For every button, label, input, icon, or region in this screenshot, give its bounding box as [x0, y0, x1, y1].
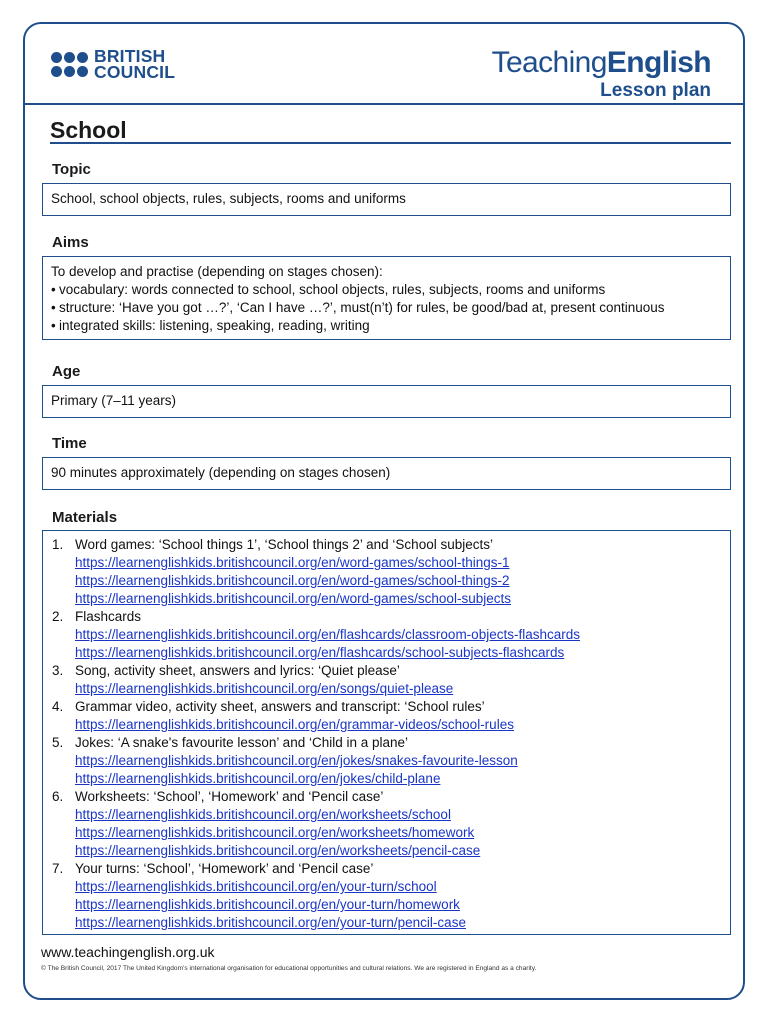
- page-header: [25, 24, 743, 105]
- materials-item-number: 5.: [52, 735, 64, 750]
- materials-link[interactable]: https://learnenglishkids.britishcouncil.org/en/jokes/snakes-favourite-lesson: [75, 753, 518, 768]
- materials-link[interactable]: https://learnenglishkids.britishcouncil.org/en/flashcards/school-subjects-flashcards: [75, 645, 565, 660]
- materials-link[interactable]: https://learnenglishkids.britishcouncil.org/en/worksheets/school: [75, 807, 451, 822]
- materials-link[interactable]: https://learnenglishkids.britishcouncil.org/en/word-games/school-things-2: [75, 573, 510, 588]
- materials-item: [52, 860, 722, 932]
- materials-item: [52, 608, 722, 662]
- materials-link[interactable]: https://learnenglishkids.britishcouncil.org/en/word-games/school-things-1: [75, 555, 510, 570]
- teaching-english-logo[interactable]: [492, 46, 711, 102]
- topic-label: Topic: [52, 161, 91, 178]
- brand-subtitle: Lesson plan: [600, 80, 711, 101]
- materials-item-number: 6.: [52, 789, 64, 804]
- materials-link[interactable]: https://learnenglishkids.britishcouncil.org/en/your-turn/homework: [75, 897, 460, 912]
- materials-item-number: 1.: [52, 537, 64, 552]
- materials-item-number: 4.: [52, 699, 64, 714]
- age-text: Primary (7–11 years): [51, 393, 177, 408]
- materials-link[interactable]: https://learnenglishkids.britishcouncil.org/en/worksheets/pencil-case: [75, 843, 481, 858]
- age-label: Age: [52, 363, 81, 380]
- aims-intro: To develop and practise (depending on stages chosen):: [51, 264, 383, 279]
- materials-label: Materials: [52, 509, 118, 526]
- british-council-logo[interactable]: [51, 44, 175, 84]
- page-title: School: [50, 118, 731, 144]
- footer-website-link[interactable]: www.teachingenglish.org.uk: [41, 944, 215, 960]
- time-label: Time: [52, 435, 87, 452]
- brand-title: [492, 46, 711, 80]
- materials-item-text: Song, activity sheet, answers and lyrics: ‘Quiet please’: [75, 663, 400, 678]
- materials-item: [52, 698, 722, 734]
- materials-item: [52, 788, 722, 860]
- materials-item-number: 3.: [52, 663, 64, 678]
- materials-link[interactable]: https://learnenglishkids.britishcouncil.org/en/your-turn/school: [75, 879, 437, 894]
- materials-item: [52, 662, 722, 698]
- brand-bold: English: [606, 46, 711, 79]
- lesson-plan-page: [23, 22, 745, 1000]
- materials-link[interactable]: https://learnenglishkids.britishcouncil.org/en/your-turn/pencil-case: [75, 915, 466, 930]
- time-box: [42, 457, 731, 490]
- brand-plain: Teaching: [491, 46, 607, 79]
- british-council-wordmark: [94, 48, 175, 80]
- materials-item-text: Flashcards: [75, 609, 142, 624]
- materials-link[interactable]: https://learnenglishkids.britishcouncil.org/en/grammar-videos/school-rules: [75, 717, 514, 732]
- materials-link[interactable]: https://learnenglishkids.britishcouncil.org/en/jokes/child-plane: [75, 771, 441, 786]
- aims-item: • vocabulary: words connected to school, school objects, rules, subjects, rooms and uniforms: [51, 281, 722, 299]
- topic-box: [42, 183, 731, 216]
- materials-link[interactable]: https://learnenglishkids.britishcouncil.org/en/word-games/school-subjects: [75, 591, 511, 606]
- materials-link[interactable]: https://learnenglishkids.britishcouncil.org/en/worksheets/homework: [75, 825, 475, 840]
- aims-box: [42, 256, 731, 340]
- materials-item-number: 2.: [52, 609, 64, 624]
- org-line1: BRITISH: [94, 46, 166, 66]
- time-text: 90 minutes approximately (depending on stages chosen): [51, 465, 391, 480]
- aims-item: • integrated skills: listening, speaking, reading, writing: [51, 317, 722, 335]
- materials-link[interactable]: https://learnenglishkids.britishcouncil.org/en/flashcards/classroom-objects-flashcards: [75, 627, 580, 642]
- materials-item: [52, 536, 722, 608]
- aims-list: [51, 281, 722, 335]
- materials-box: [42, 530, 731, 935]
- materials-item: [52, 734, 722, 788]
- age-box: [42, 385, 731, 418]
- materials-item-text: Worksheets: ‘School’, ‘Homework’ and ‘Pencil case’: [75, 789, 384, 804]
- materials-item-text: Your turns: ‘School’, ‘Homework’ and ‘Pencil case’: [75, 861, 374, 876]
- materials-item-text: Word games: ‘School things 1’, ‘School things 2’ and ‘School subjects’: [75, 537, 493, 552]
- materials-item-text: Jokes: ‘A snake's favourite lesson’ and ‘Child in a plane’: [75, 735, 409, 750]
- aims-item: • structure: ‘Have you got …?’, ‘Can I have …?’, must(n’t) for rules, be good/bad at, present continuous: [51, 299, 722, 317]
- materials-list: [52, 536, 722, 932]
- materials-item-text: Grammar video, activity sheet, answers and transcript: ‘School rules’: [75, 699, 485, 714]
- topic-text: School, school objects, rules, subjects, rooms and uniforms: [51, 191, 406, 206]
- british-council-dots-icon: [51, 52, 88, 77]
- footer-copyright: © The British Council, 2017 The United Kingdom’s international organisation for educational opportunities and cultural relations. We are registered in England as a charity.: [41, 965, 537, 972]
- aims-label: Aims: [52, 234, 89, 251]
- org-line2: COUNCIL: [94, 62, 176, 82]
- materials-item-number: 7.: [52, 861, 64, 876]
- materials-link[interactable]: https://learnenglishkids.britishcouncil.org/en/songs/quiet-please: [75, 681, 454, 696]
